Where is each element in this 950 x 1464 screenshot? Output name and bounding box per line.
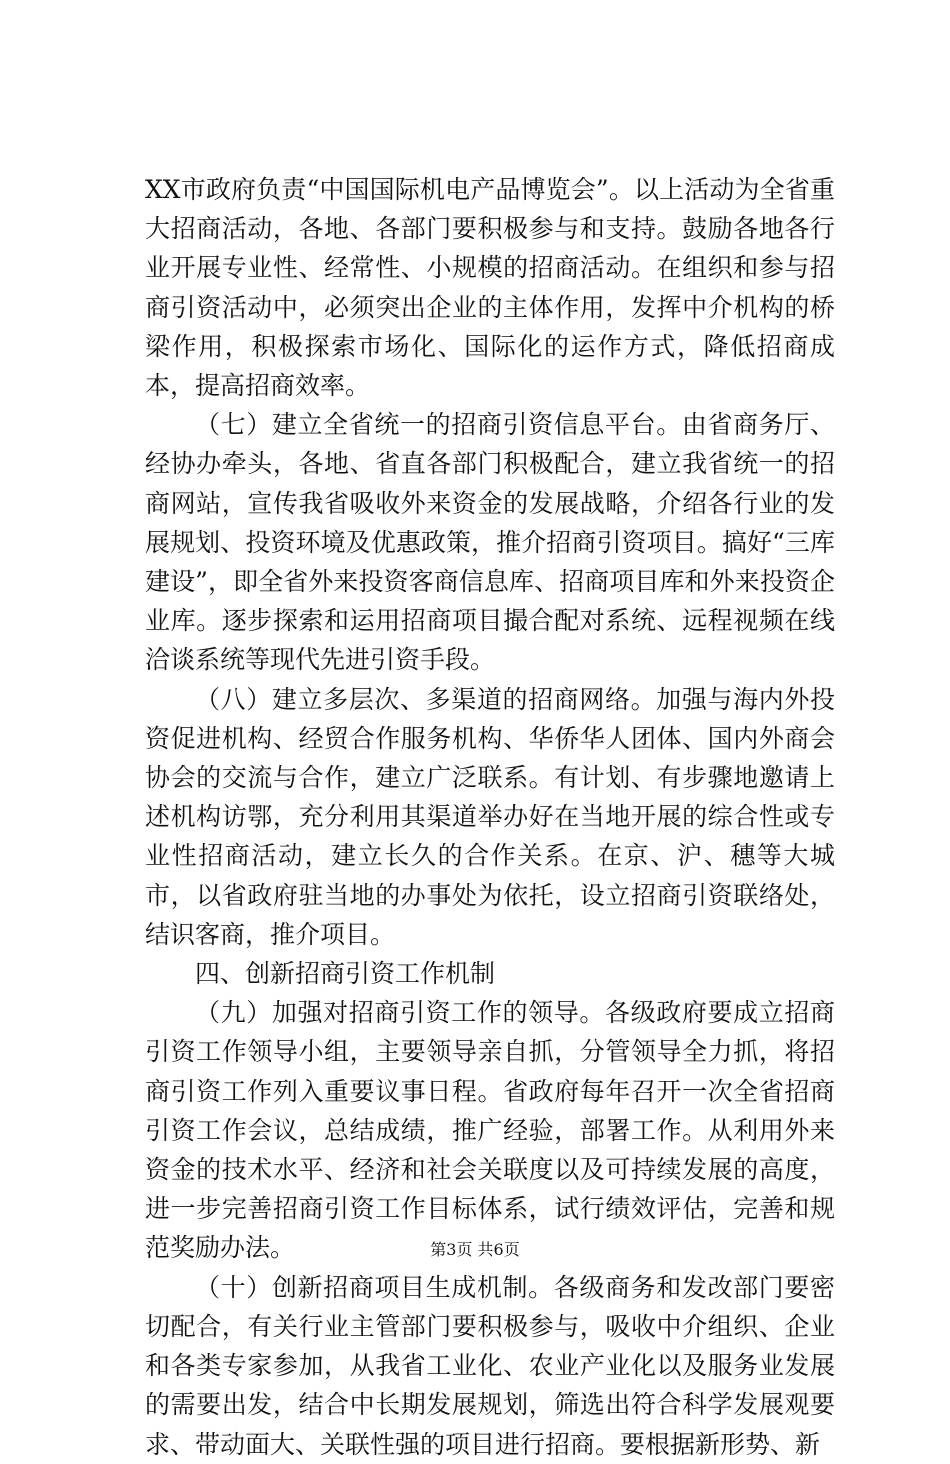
section-heading: 四、创新招商引资工作机制 <box>195 959 496 989</box>
paragraph-6: （十）创新招商项目生成机制。各级商务和发改部门要密切配合，有关行业主管部门要积极参与，吸收中介组织、企业和各类专家参加，从我省工业化、农业产业化以及服务业发展的需要出发，结合中长期发展规划，筛选出符合科学发展观要求、带动面大、关联性强的项目进行招商。要根据新形势、新 <box>145 1272 835 1459</box>
paragraph-3: （八）建立多层次、多渠道的招商网络。加强与海内外投资促进机构、经贸合作服务机构、华侨华人团体、国内外商会协会的交流与合作，建立广泛联系。有计划、有步骤地邀请上述机构访鄂，充分利用其渠道举办好在当地开展的综合性或专业性招商活动，建立长久的合作关系。在京、沪、穗等大城市，以省政府驻当地的办事处为依托，设立招商引资联络处，结识客商，推介项目。 <box>145 684 835 949</box>
paragraph-5: （九）加强对招商引资工作的领导。各级政府要成立招商引资工作领导小组，主要领导亲自抓，分管领导全力抓，将招商引资工作列入重要议事日程。省政府每年召开一次全省招商引资工作会议，总结成绩，推广经验，部署工作。从利用外来资金的技术水平、经济和社会关联度以及可持续发展的高度，进一步完善招商引资工作目标体系，试行绩效评估，完善和规范奖励办法。 <box>145 998 835 1263</box>
paragraph-1: XX市政府负责“中国国际机电产品博览会”。以上活动为全省重大招商活动，各地、各部门要积极参与和支持。鼓励各地各行业开展专业性、经常性、小规模的招商活动。在组织和参与招商引资活动中，必须突出企业的主体作用，发挥中介机构的桥梁作用，积极探索市场化、国际化的运作方式，降低招商成本，提高招商效率。 <box>145 175 835 401</box>
page-number-footer: 第3页 共6页 <box>430 1240 520 1259</box>
paragraph-2: （七）建立全省统一的招商引资信息平台。由省商务厅、经协办牵头，各地、省直各部门积极配合，建立我省统一的招商网站，宣传我省吸收外来资金的发展战略，介绍各行业的发展规划、投资环境及优惠政策，推介招商引资项目。搞好“三库建设”，即全省外来投资客商信息库、招商项目库和外来投资企业库。逐步探索和运用招商项目撮合配对系统、远程视频在线洽谈系统等现代先进引资手段。 <box>145 410 835 675</box>
document-body <box>145 170 835 1464</box>
